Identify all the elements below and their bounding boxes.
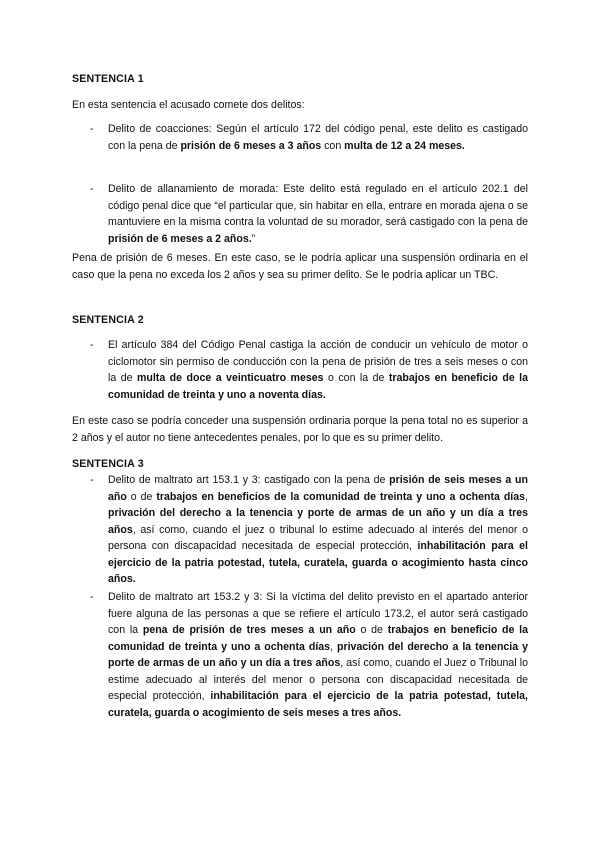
bullet-dash: - <box>90 183 94 195</box>
sentencia-1-conclusion: Pena de prisión de 6 meses. En este caso, se le podría aplicar una suspensión ordinaria en el caso que la pena no exceda los 2 años y sea su primer delito. Se le podría aplicar un TBC. <box>72 252 528 281</box>
bullet-dash: - <box>90 474 94 486</box>
item-text: Delito de allanamiento de morada: Este delito está regulado en el artículo 202.1 del código penal dice que “el particular que, sin habitar en ella, entrare en morada ajena o se mantuviere en la misma contra la voluntad de su morador, será castigado con la pena de prisión de 6 meses a 2 años.” <box>108 183 528 245</box>
heading-sentencia-3: SENTENCIA 3 <box>72 458 144 470</box>
heading-sentencia-1: SENTENCIA 1 <box>72 73 144 85</box>
sentencia-2-conclusion: En este caso se podría conceder una suspensión ordinaria porque la pena total no es superior a 2 años y el autor no tiene antecedentes penales, por lo que es su primer delito. <box>72 415 528 444</box>
sentencia-1-intro: En esta sentencia el acusado comete dos delitos: <box>72 99 305 111</box>
item-text: Delito de coacciones: Según el artículo 172 del código penal, este delito es castigado con la pena de prisión de 6 meses a 3 años con multa de 12 a 24 meses. <box>108 123 528 152</box>
bullet-dash: - <box>90 339 94 351</box>
heading-sentencia-2: SENTENCIA 2 <box>72 314 144 326</box>
item-text: Delito de maltrato art 153.2 y 3: Si la víctima del delito previsto en el apartado anterior fuere alguna de las personas a que se refiere el artículo 173.2, el autor será castigado con la pena de prisión de tres meses a un año o de trabajos en beneficio de la comunidad de treinta y uno a ochenta días, privación del derecho a la tenencia y porte de armas de un año y un día a tres años, así como, cuando el Juez o Tribunal lo estime adecuado al interés del menor o persona con discapacidad necesitada de especial protección, inhabilitación para el ejercicio de la patria potestad, tutela, curatela, guarda o acogimiento de seis meses a tres años. <box>108 591 529 719</box>
bullet-dash: - <box>90 591 94 603</box>
bullet-dash: - <box>90 123 94 135</box>
item-text: Delito de maltrato art 153.1 y 3: castigado con la pena de prisión de seis meses a un año o de trabajos en beneficios de la comunidad de treinta y uno a ochenta días, privación del derecho a la tenencia y porte de armas de un año y un día a tres años, así como, cuando el juez o tribunal lo estime adecuado al interés del menor o persona con discapacidad necesitada de especial protección, inhabilitación para el ejercicio de la patria potestad, tutela, curatela, guarda o acogimiento hasta cinco años. <box>108 474 528 585</box>
item-text: El artículo 384 del Código Penal castiga la acción de conducir un vehículo de motor o ciclomotor sin permiso de conducción con la pena de prisión de tres a seis meses o con la de multa de doce a veinticuatro meses o con la de trabajos en beneficio de la comunidad de treinta y uno a noventa días. <box>108 339 529 401</box>
